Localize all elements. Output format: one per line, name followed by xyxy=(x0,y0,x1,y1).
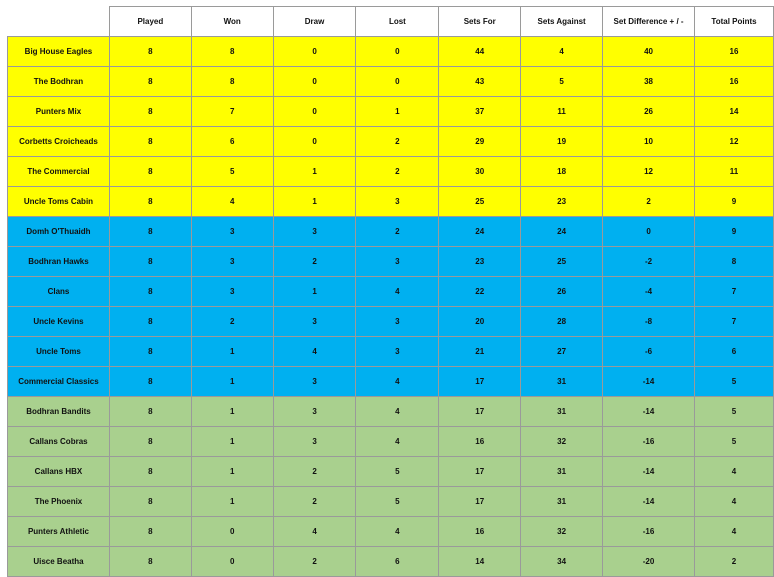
sets-for-cell[interactable]: 14 xyxy=(439,547,521,577)
played-cell[interactable]: 8 xyxy=(109,427,191,457)
sets-for-cell[interactable]: 17 xyxy=(439,367,521,397)
sets-against-cell[interactable]: 27 xyxy=(521,337,603,367)
draw-cell[interactable]: 1 xyxy=(273,277,356,307)
lost-cell[interactable]: 3 xyxy=(356,247,439,277)
lost-column-header[interactable]: Lost xyxy=(356,7,439,37)
team-name-cell[interactable]: The Bodhran xyxy=(8,67,110,97)
won-cell[interactable]: 3 xyxy=(191,217,273,247)
set-difference-cell[interactable]: -2 xyxy=(603,247,695,277)
lost-cell[interactable]: 3 xyxy=(356,337,439,367)
sets-against-cell[interactable]: 5 xyxy=(521,67,603,97)
won-cell[interactable]: 1 xyxy=(191,397,273,427)
total-points-cell[interactable]: 9 xyxy=(695,217,774,247)
played-cell[interactable]: 8 xyxy=(109,277,191,307)
set-difference-cell[interactable]: 26 xyxy=(603,97,695,127)
table-row xyxy=(8,97,774,127)
total-points-cell[interactable]: 6 xyxy=(695,337,774,367)
won-cell[interactable]: 0 xyxy=(191,547,273,577)
sets-for-cell[interactable]: 29 xyxy=(439,127,521,157)
team-name-cell[interactable]: Uisce Beatha xyxy=(8,547,110,577)
won-cell[interactable]: 8 xyxy=(191,37,273,67)
won-cell[interactable]: 2 xyxy=(191,307,273,337)
won-cell[interactable]: 6 xyxy=(191,127,273,157)
total-points-cell[interactable]: 16 xyxy=(695,67,774,97)
lost-cell[interactable]: 3 xyxy=(356,307,439,337)
team-name-cell[interactable]: Callans HBX xyxy=(8,457,110,487)
total-points-cell[interactable]: 5 xyxy=(695,427,774,457)
lost-cell[interactable]: 2 xyxy=(356,127,439,157)
sets-for-cell[interactable]: 25 xyxy=(439,187,521,217)
lost-cell[interactable]: 0 xyxy=(356,67,439,97)
played-cell[interactable]: 8 xyxy=(109,217,191,247)
draw-cell[interactable]: 0 xyxy=(273,127,356,157)
table-row xyxy=(8,157,774,187)
draw-cell[interactable]: 2 xyxy=(273,247,356,277)
team-name-cell[interactable]: The Commercial xyxy=(8,157,110,187)
set-difference-cell[interactable]: -14 xyxy=(603,367,695,397)
sets-for-cell[interactable]: 17 xyxy=(439,457,521,487)
set-difference-cell[interactable]: -4 xyxy=(603,277,695,307)
sets-against-cell[interactable]: 25 xyxy=(521,247,603,277)
set-difference-cell[interactable]: -14 xyxy=(603,397,695,427)
draw-cell[interactable]: 3 xyxy=(273,427,356,457)
lost-cell[interactable]: 4 xyxy=(356,517,439,547)
table-body xyxy=(8,37,774,577)
draw-cell[interactable]: 3 xyxy=(273,217,356,247)
total-points-cell[interactable]: 4 xyxy=(695,517,774,547)
sets-for-cell[interactable]: 22 xyxy=(439,277,521,307)
lost-cell[interactable]: 2 xyxy=(356,157,439,187)
table-row xyxy=(8,217,774,247)
table-row xyxy=(8,337,774,367)
won-cell[interactable]: 8 xyxy=(191,67,273,97)
won-cell[interactable]: 3 xyxy=(191,277,273,307)
played-cell[interactable]: 8 xyxy=(109,457,191,487)
lost-cell[interactable]: 0 xyxy=(356,37,439,67)
team-name-cell[interactable]: The Phoenix xyxy=(8,487,110,517)
table-row xyxy=(8,247,774,277)
sets-against-cell[interactable]: 31 xyxy=(521,367,603,397)
sets-against-cell[interactable]: 32 xyxy=(521,427,603,457)
table-row xyxy=(8,487,774,517)
played-cell[interactable]: 8 xyxy=(109,247,191,277)
draw-cell[interactable]: 1 xyxy=(273,157,356,187)
lost-cell[interactable]: 4 xyxy=(356,427,439,457)
table-row xyxy=(8,67,774,97)
sets-against-cell[interactable]: 31 xyxy=(521,457,603,487)
set-difference-cell[interactable]: 38 xyxy=(603,67,695,97)
set-difference-cell[interactable]: 10 xyxy=(603,127,695,157)
total-points-cell[interactable]: 5 xyxy=(695,367,774,397)
draw-cell[interactable]: 3 xyxy=(273,397,356,427)
lost-cell[interactable]: 4 xyxy=(356,277,439,307)
sets-for-cell[interactable]: 16 xyxy=(439,427,521,457)
set-difference-cell[interactable]: -6 xyxy=(603,337,695,367)
sets-against-cell[interactable]: 4 xyxy=(521,37,603,67)
sets-against-cell[interactable]: 32 xyxy=(521,517,603,547)
draw-cell[interactable]: 0 xyxy=(273,67,356,97)
played-column-header[interactable]: Played xyxy=(109,7,191,37)
team-name-cell[interactable]: Big House Eagles xyxy=(8,37,110,67)
team-name-cell[interactable]: Uncle Kevins xyxy=(8,307,110,337)
total-points-cell[interactable]: 11 xyxy=(695,157,774,187)
played-cell[interactable]: 8 xyxy=(109,67,191,97)
played-cell[interactable]: 8 xyxy=(109,37,191,67)
sets-for-cell[interactable]: 37 xyxy=(439,97,521,127)
table-row xyxy=(8,517,774,547)
won-cell[interactable]: 1 xyxy=(191,367,273,397)
played-cell[interactable]: 8 xyxy=(109,337,191,367)
team-name-cell[interactable]: Commercial Classics xyxy=(8,367,110,397)
sets-for-cell[interactable]: 23 xyxy=(439,247,521,277)
set-difference-cell[interactable]: -14 xyxy=(603,457,695,487)
lost-cell[interactable]: 1 xyxy=(356,97,439,127)
set-difference-cell[interactable]: -20 xyxy=(603,547,695,577)
played-cell[interactable]: 8 xyxy=(109,157,191,187)
total-points-cell[interactable]: 4 xyxy=(695,457,774,487)
table-row xyxy=(8,367,774,397)
team-column-header[interactable] xyxy=(8,7,110,37)
table-row xyxy=(8,307,774,337)
won-cell[interactable]: 3 xyxy=(191,247,273,277)
won-cell[interactable]: 7 xyxy=(191,97,273,127)
table-row xyxy=(8,277,774,307)
sets-against-cell[interactable]: 34 xyxy=(521,547,603,577)
won-cell[interactable]: 1 xyxy=(191,427,273,457)
draw-cell[interactable]: 0 xyxy=(273,37,356,67)
won-cell[interactable]: 1 xyxy=(191,457,273,487)
draw-cell[interactable]: 4 xyxy=(273,337,356,367)
won-cell[interactable]: 1 xyxy=(191,487,273,517)
team-name-cell[interactable]: Clans xyxy=(8,277,110,307)
table-row xyxy=(8,547,774,577)
lost-cell[interactable]: 4 xyxy=(356,367,439,397)
draw-cell[interactable]: 1 xyxy=(273,187,356,217)
table-row xyxy=(8,427,774,457)
table-row xyxy=(8,37,774,67)
league-table xyxy=(7,6,774,577)
sets-for-cell[interactable]: 16 xyxy=(439,517,521,547)
set-difference-cell[interactable]: -8 xyxy=(603,307,695,337)
sets-for-column-header[interactable]: Sets For xyxy=(439,7,521,37)
set-difference-cell[interactable]: 0 xyxy=(603,217,695,247)
played-cell[interactable]: 8 xyxy=(109,307,191,337)
team-name-cell[interactable]: Bodhran Bandits xyxy=(8,397,110,427)
draw-cell[interactable]: 4 xyxy=(273,517,356,547)
sets-for-cell[interactable]: 17 xyxy=(439,397,521,427)
sets-for-cell[interactable]: 24 xyxy=(439,217,521,247)
team-name-cell[interactable]: Punters Mix xyxy=(8,97,110,127)
set-difference-cell[interactable]: -14 xyxy=(603,487,695,517)
sets-against-cell[interactable]: 26 xyxy=(521,277,603,307)
sets-for-cell[interactable]: 17 xyxy=(439,487,521,517)
lost-cell[interactable]: 5 xyxy=(356,457,439,487)
sets-against-cell[interactable]: 28 xyxy=(521,307,603,337)
total-points-cell[interactable]: 7 xyxy=(695,307,774,337)
sets-against-cell[interactable]: 19 xyxy=(521,127,603,157)
total-points-cell[interactable]: 7 xyxy=(695,277,774,307)
team-name-cell[interactable]: Uncle Toms xyxy=(8,337,110,367)
sets-against-cell[interactable]: 23 xyxy=(521,187,603,217)
team-name-cell[interactable]: Bodhran Hawks xyxy=(8,247,110,277)
draw-cell[interactable]: 2 xyxy=(273,547,356,577)
set-difference-column-header[interactable]: Set Difference + / - xyxy=(603,7,695,37)
played-cell[interactable]: 8 xyxy=(109,517,191,547)
sets-against-cell[interactable]: 31 xyxy=(521,487,603,517)
sets-for-cell[interactable]: 20 xyxy=(439,307,521,337)
total-points-cell[interactable]: 9 xyxy=(695,187,774,217)
total-points-column-header[interactable]: Total Points xyxy=(695,7,774,37)
sets-for-cell[interactable]: 44 xyxy=(439,37,521,67)
sets-for-cell[interactable]: 43 xyxy=(439,67,521,97)
set-difference-cell[interactable]: 12 xyxy=(603,157,695,187)
set-difference-cell[interactable]: 2 xyxy=(603,187,695,217)
lost-cell[interactable]: 5 xyxy=(356,487,439,517)
won-cell[interactable]: 1 xyxy=(191,337,273,367)
won-cell[interactable]: 5 xyxy=(191,157,273,187)
team-name-cell[interactable]: Uncle Toms Cabin xyxy=(8,187,110,217)
table-row xyxy=(8,127,774,157)
played-cell[interactable]: 8 xyxy=(109,547,191,577)
total-points-cell[interactable]: 16 xyxy=(695,37,774,67)
played-cell[interactable]: 8 xyxy=(109,397,191,427)
sets-for-cell[interactable]: 21 xyxy=(439,337,521,367)
played-cell[interactable]: 8 xyxy=(109,487,191,517)
won-column-header[interactable]: Won xyxy=(191,7,273,37)
total-points-cell[interactable]: 2 xyxy=(695,547,774,577)
set-difference-cell[interactable]: -16 xyxy=(603,517,695,547)
lost-cell[interactable]: 2 xyxy=(356,217,439,247)
team-name-cell[interactable]: Domh O'Thuaidh xyxy=(8,217,110,247)
played-cell[interactable]: 8 xyxy=(109,127,191,157)
draw-cell[interactable]: 3 xyxy=(273,307,356,337)
total-points-cell[interactable]: 4 xyxy=(695,487,774,517)
set-difference-cell[interactable]: 40 xyxy=(603,37,695,67)
sets-against-cell[interactable]: 18 xyxy=(521,157,603,187)
draw-cell[interactable]: 0 xyxy=(273,97,356,127)
played-cell[interactable]: 8 xyxy=(109,367,191,397)
sets-against-cell[interactable]: 31 xyxy=(521,397,603,427)
lost-cell[interactable]: 4 xyxy=(356,397,439,427)
lost-cell[interactable]: 3 xyxy=(356,187,439,217)
played-cell[interactable]: 8 xyxy=(109,97,191,127)
won-cell[interactable]: 4 xyxy=(191,187,273,217)
table-row xyxy=(8,187,774,217)
table-row xyxy=(8,397,774,427)
sets-against-cell[interactable]: 24 xyxy=(521,217,603,247)
draw-cell[interactable]: 2 xyxy=(273,487,356,517)
set-difference-cell[interactable]: -16 xyxy=(603,427,695,457)
sets-for-cell[interactable]: 30 xyxy=(439,157,521,187)
team-name-cell[interactable]: Punters Athletic xyxy=(8,517,110,547)
table-row xyxy=(8,457,774,487)
header-row xyxy=(8,7,774,37)
team-name-cell[interactable]: Callans Cobras xyxy=(8,427,110,457)
team-name-cell[interactable]: Corbetts Croicheads xyxy=(8,127,110,157)
total-points-cell[interactable]: 12 xyxy=(695,127,774,157)
sets-against-column-header[interactable]: Sets Against xyxy=(521,7,603,37)
draw-column-header[interactable]: Draw xyxy=(273,7,356,37)
won-cell[interactable]: 0 xyxy=(191,517,273,547)
total-points-cell[interactable]: 14 xyxy=(695,97,774,127)
total-points-cell[interactable]: 5 xyxy=(695,397,774,427)
total-points-cell[interactable]: 8 xyxy=(695,247,774,277)
draw-cell[interactable]: 3 xyxy=(273,367,356,397)
lost-cell[interactable]: 6 xyxy=(356,547,439,577)
draw-cell[interactable]: 2 xyxy=(273,457,356,487)
sets-against-cell[interactable]: 11 xyxy=(521,97,603,127)
played-cell[interactable]: 8 xyxy=(109,187,191,217)
